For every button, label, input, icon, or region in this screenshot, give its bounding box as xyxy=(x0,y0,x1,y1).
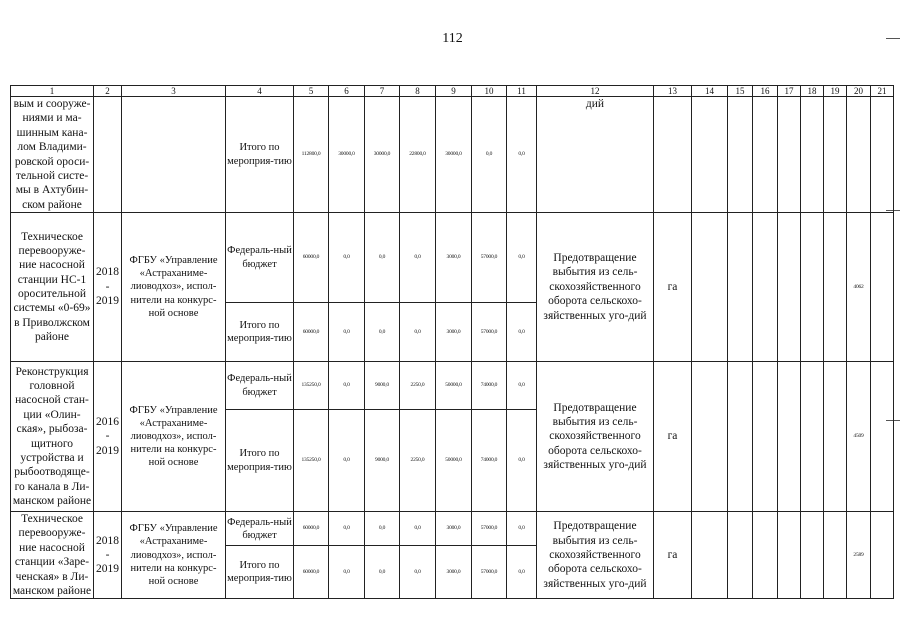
amount-cell: 112800,0 xyxy=(294,97,329,213)
empty-cell xyxy=(753,362,778,512)
years-cell: 2018 - 2019 xyxy=(94,213,122,362)
table-row xyxy=(11,213,894,303)
amount-cell: 0,0 xyxy=(507,410,537,512)
years-cell xyxy=(94,97,122,213)
amount-cell: 0,0 xyxy=(329,213,365,303)
table-row xyxy=(11,362,894,410)
empty-cell xyxy=(778,213,801,362)
executor-cell: ФГБУ «Управление «Астраханиме-лиоводхоз», испол-нители на конкурс-ной основе xyxy=(122,213,226,362)
executor-cell: ФГБУ «Управление «Астраханиме-лиоводхоз», испол-нители на конкурс-ной основе xyxy=(122,512,226,599)
empty-cell xyxy=(871,97,894,213)
edge-mark xyxy=(886,38,900,39)
amount-cell: 3000,0 xyxy=(436,303,472,362)
amount-cell: 9000,0 xyxy=(365,362,400,410)
amount-cell: 60000,0 xyxy=(294,512,329,546)
amount-cell: 0,0 xyxy=(400,512,436,546)
amount-cell: 50000,0 xyxy=(436,362,472,410)
empty-cell xyxy=(728,97,753,213)
project-name-cell: вым и сооруже-ниями и ма-шинным кана-лом Владими-ровской ороси-тельной систе-мы в Ахтубин-ском районе xyxy=(11,97,94,213)
column-number: 16 xyxy=(753,86,778,97)
column-number: 6 xyxy=(329,86,365,97)
amount-cell: 0,0 xyxy=(329,546,365,599)
column-number: 11 xyxy=(507,86,537,97)
empty-cell xyxy=(801,362,824,512)
amount-cell: 57000,0 xyxy=(472,213,507,303)
amount-cell: 0,0 xyxy=(365,512,400,546)
amount-cell: 30000,0 xyxy=(329,97,365,213)
column-number: 21 xyxy=(871,86,894,97)
table-row xyxy=(11,512,894,546)
amount-cell: 0,0 xyxy=(472,97,507,213)
amount-cell: 0,0 xyxy=(507,303,537,362)
empty-cell xyxy=(778,362,801,512)
amount-cell: 0,0 xyxy=(365,546,400,599)
amount-cell: 60000,0 xyxy=(294,213,329,303)
amount-cell: 0,0 xyxy=(365,213,400,303)
amount-cell: 3000,0 xyxy=(436,213,472,303)
empty-cell xyxy=(654,97,692,213)
column-number: 8 xyxy=(400,86,436,97)
amount-cell: 0,0 xyxy=(400,213,436,303)
empty-cell xyxy=(753,213,778,362)
column-number: 20 xyxy=(847,86,871,97)
column-number: 1 xyxy=(11,86,94,97)
column-number: 4 xyxy=(226,86,294,97)
empty-cell xyxy=(871,213,894,362)
column-number: 14 xyxy=(692,86,728,97)
amount-cell: 2250,0 xyxy=(400,362,436,410)
empty-cell xyxy=(728,362,753,512)
amount-cell: 22800,0 xyxy=(400,97,436,213)
amount-cell: 0,0 xyxy=(507,546,537,599)
indicator-value-cell: 2589 xyxy=(847,512,871,599)
empty-cell xyxy=(801,97,824,213)
column-number: 19 xyxy=(824,86,847,97)
empty-cell xyxy=(692,512,728,599)
amount-cell: 60000,0 xyxy=(294,303,329,362)
executor-cell: ФГБУ «Управление «Астраханиме-лиоводхоз», испол-нители на конкурс-ной основе xyxy=(122,362,226,512)
empty-cell xyxy=(778,512,801,599)
empty-cell xyxy=(692,362,728,512)
amount-cell: 0,0 xyxy=(507,213,537,303)
result-cell: дий xyxy=(537,97,654,213)
amount-cell: 50000,0 xyxy=(436,410,472,512)
amount-cell: 74000,0 xyxy=(472,410,507,512)
amount-cell: 0,0 xyxy=(400,546,436,599)
amount-cell: 60000,0 xyxy=(294,546,329,599)
result-cell: Предотвращение выбытия из сель-скохозяйственного оборота сельскохо-зяйственных уго-дий xyxy=(537,362,654,512)
amount-cell: 0,0 xyxy=(507,97,537,213)
funding-source-cell: Итого по мероприя-тию xyxy=(226,410,294,512)
amount-cell: 0,0 xyxy=(329,362,365,410)
amount-cell: 3000,0 xyxy=(436,512,472,546)
amount-cell: 0,0 xyxy=(329,512,365,546)
executor-cell xyxy=(122,97,226,213)
amount-cell: 0,0 xyxy=(507,362,537,410)
amount-cell: 0,0 xyxy=(507,512,537,546)
result-cell: Предотвращение выбытия из сель-скохозяйственного оборота сельскохо-зяйственных уго-дий xyxy=(537,512,654,599)
column-number: 7 xyxy=(365,86,400,97)
empty-cell xyxy=(871,512,894,599)
empty-cell xyxy=(847,97,871,213)
amount-cell: 30000,0 xyxy=(365,97,400,213)
amount-cell: 0,0 xyxy=(365,303,400,362)
indicator-value-cell: 4062 xyxy=(847,213,871,362)
amount-cell: 2250,0 xyxy=(400,410,436,512)
project-name-cell: Техническое перевооруже-ние насосной станции НС-1 оросительной системы «0-69» в Приволжском районе xyxy=(11,213,94,362)
funding-source-cell: Федераль-ный бюджет xyxy=(226,213,294,303)
unit-cell: га xyxy=(654,362,692,512)
project-name-cell: Техническое перевооруже-ние насосной станции «Заре-ченская» в Ли-манском районе xyxy=(11,512,94,599)
page-number: 112 xyxy=(442,31,463,46)
funding-source-cell: Федераль-ный бюджет xyxy=(226,512,294,546)
empty-cell xyxy=(753,512,778,599)
column-number: 9 xyxy=(436,86,472,97)
amount-cell: 0,0 xyxy=(329,410,365,512)
empty-cell xyxy=(824,512,847,599)
amount-cell: 0,0 xyxy=(400,303,436,362)
unit-cell: га xyxy=(654,512,692,599)
amount-cell: 3000,0 xyxy=(436,546,472,599)
column-number: 17 xyxy=(778,86,801,97)
amount-cell: 57000,0 xyxy=(472,512,507,546)
funding-source-cell: Итого по мероприя-тию xyxy=(226,546,294,599)
empty-cell xyxy=(824,362,847,512)
column-number: 2 xyxy=(94,86,122,97)
amount-cell: 57000,0 xyxy=(472,546,507,599)
column-number: 15 xyxy=(728,86,753,97)
funding-source-cell: Итого по мероприя-тию xyxy=(226,303,294,362)
empty-cell xyxy=(824,213,847,362)
amount-cell: 135250,0 xyxy=(294,410,329,512)
empty-cell xyxy=(801,213,824,362)
amount-cell: 74000,0 xyxy=(472,362,507,410)
empty-cell xyxy=(801,512,824,599)
years-cell: 2016 - 2019 xyxy=(94,362,122,512)
column-number: 13 xyxy=(654,86,692,97)
column-number-row xyxy=(11,86,894,97)
table-row xyxy=(11,97,894,213)
empty-cell xyxy=(692,97,728,213)
unit-cell: га xyxy=(654,213,692,362)
column-number: 3 xyxy=(122,86,226,97)
empty-cell xyxy=(824,97,847,213)
empty-cell xyxy=(753,97,778,213)
empty-cell xyxy=(871,362,894,512)
empty-cell xyxy=(692,213,728,362)
program-table xyxy=(10,85,894,599)
funding-source-cell: Федераль-ный бюджет xyxy=(226,362,294,410)
empty-cell xyxy=(728,213,753,362)
column-number: 12 xyxy=(537,86,654,97)
indicator-value-cell: 4509 xyxy=(847,362,871,512)
years-cell: 2018 - 2019 xyxy=(94,512,122,599)
column-number: 10 xyxy=(472,86,507,97)
project-name-cell: Реконструкция головной насосной стан-ции «Олин-ская», рыбоза-щитного устройства и рыбоотводяще-го канала в Ли-манском районе xyxy=(11,362,94,512)
amount-cell: 30000,0 xyxy=(436,97,472,213)
column-number: 18 xyxy=(801,86,824,97)
empty-cell xyxy=(778,97,801,213)
funding-source-cell: Итого по мероприя-тию xyxy=(226,97,294,213)
column-number: 5 xyxy=(294,86,329,97)
result-cell: Предотвращение выбытия из сель-скохозяйственного оборота сельскохо-зяйственных уго-дий xyxy=(537,213,654,362)
amount-cell: 0,0 xyxy=(329,303,365,362)
amount-cell: 135250,0 xyxy=(294,362,329,410)
empty-cell xyxy=(728,512,753,599)
amount-cell: 57000,0 xyxy=(472,303,507,362)
amount-cell: 9000,0 xyxy=(365,410,400,512)
